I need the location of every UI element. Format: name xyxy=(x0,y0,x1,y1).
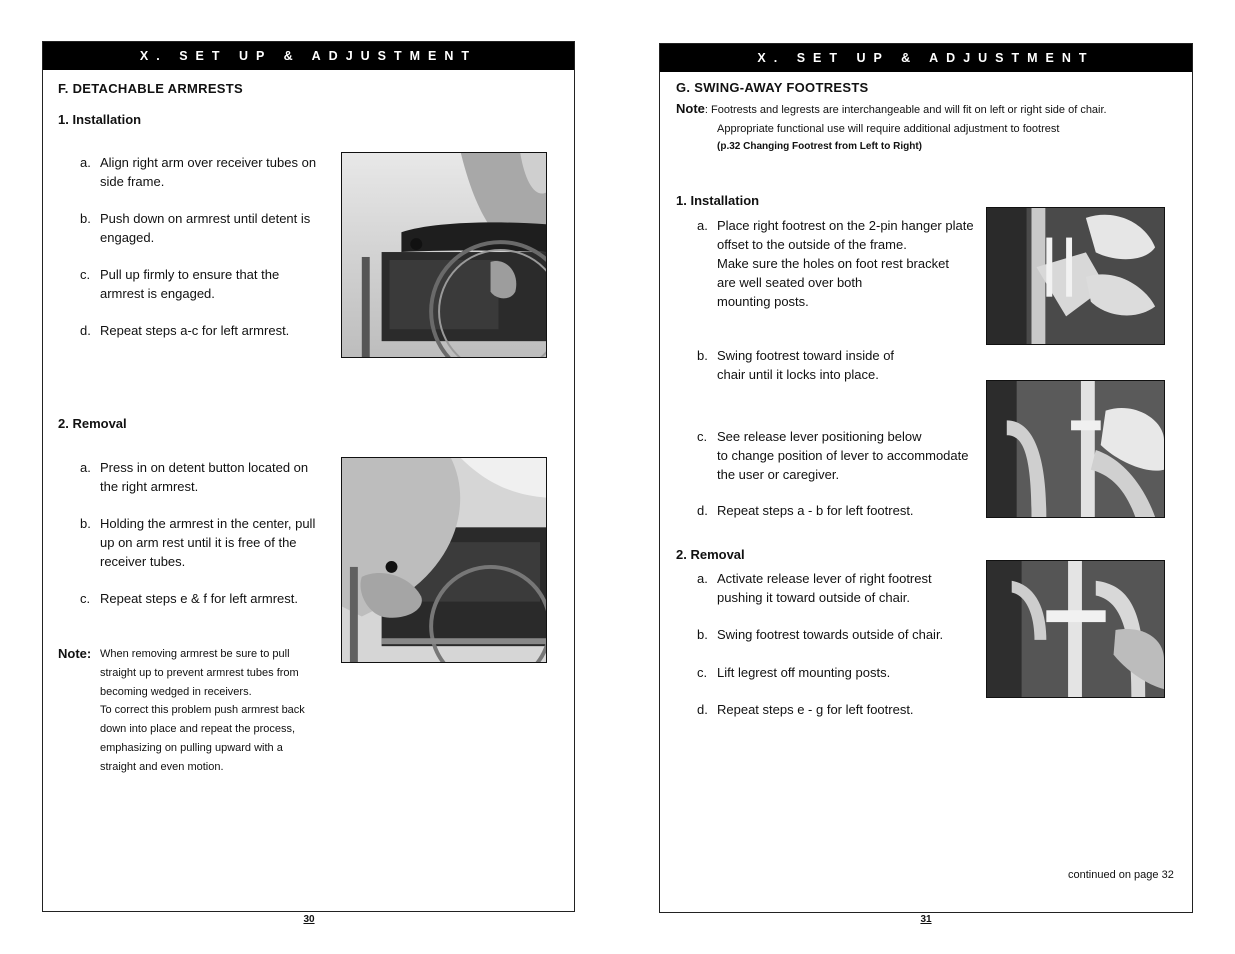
step-letter: d. xyxy=(697,503,708,518)
footrests-note xyxy=(676,100,1176,152)
armrest-installation-heading: 1. Installation xyxy=(58,112,142,127)
armrest-remove-step-c xyxy=(80,589,340,608)
step-letter: a. xyxy=(697,571,708,586)
armrest-install-step-d xyxy=(80,321,340,340)
armrest-install-step-a xyxy=(80,153,340,191)
step-letter: c. xyxy=(80,267,91,282)
step-text: Repeat steps e - g for left footrest. xyxy=(717,702,914,717)
footrest-removal-heading: 2. Removal xyxy=(676,547,745,562)
footrest-installation-heading: 1. Installation xyxy=(676,193,760,208)
footrest-note-line1: : Footrests and legrests are interchangeable and will fit on left or right side of chair. xyxy=(704,104,1107,116)
footrest-lock-photo xyxy=(986,380,1165,518)
footrest-remove-step-b xyxy=(697,625,987,644)
armrest-install-step-c xyxy=(80,265,340,303)
step-letter: d. xyxy=(697,702,708,717)
armrest-remove-step-b xyxy=(80,514,340,571)
step-letter: b. xyxy=(697,348,708,363)
step-letter: a. xyxy=(80,460,91,475)
step-letter: a. xyxy=(697,218,708,233)
step-letter: b. xyxy=(80,211,91,226)
step-text: Holding the armrest in the center, pull up on arm rest until it is free of the receiver tubes. xyxy=(100,516,316,569)
step-letter: a. xyxy=(80,155,91,170)
footrest-note-line-1 xyxy=(676,100,1176,120)
step-text: Repeat steps e & f for left armrest. xyxy=(100,591,298,606)
step-letter: b. xyxy=(80,516,91,531)
armrest-note-label: Note: xyxy=(58,646,92,661)
step-text: Swing footrest toward inside of chair until it locks into place. xyxy=(717,348,895,382)
armrest-install-step-b xyxy=(80,209,340,247)
armrest-remove-step-a xyxy=(80,458,340,496)
step-text: See release lever positioning below to change position of lever to accommodate the user or caregiver. xyxy=(717,429,969,482)
footrest-note-label: Note xyxy=(676,101,705,116)
armrest-installation-photo xyxy=(341,152,547,358)
footrest-release-photo xyxy=(986,560,1165,698)
step-text: Place right footrest on the 2-pin hanger plate offset to the outside of the frame. Make sure the holes on foot rest bracket are well seated over both mounting posts. xyxy=(717,218,974,309)
step-letter: c. xyxy=(697,429,708,444)
armrest-removal-heading: 2. Removal xyxy=(58,416,127,431)
step-text: Align right arm over receiver tubes on side frame. xyxy=(100,155,317,189)
footrest-hanger-photo xyxy=(986,207,1165,345)
footrest-remove-step-d xyxy=(697,700,987,719)
step-letter: c. xyxy=(697,665,708,680)
step-text: Lift legrest off mounting posts. xyxy=(717,665,891,680)
armrest-note-text: When removing armrest be sure to pull straight up to prevent armrest tubes from becoming wedged in receivers. To correct this problem push armrest back down into place and repeat the process, emphasizing on pulling upward with a straight and even motion. xyxy=(100,648,305,773)
left-page xyxy=(42,41,575,912)
footrest-install-step-d xyxy=(697,501,987,520)
footrest-remove-step-c xyxy=(697,663,987,682)
step-letter: d. xyxy=(80,323,91,338)
step-text: Repeat steps a - b for left footrest. xyxy=(717,503,914,518)
footrest-remove-step-a xyxy=(697,569,987,607)
step-text: Push down on armrest until detent is engaged. xyxy=(100,211,311,245)
footrests-section-title: G. SWING-AWAY FOOTRESTS xyxy=(676,80,869,95)
step-letter: b. xyxy=(697,627,708,642)
step-text: Activate release lever of right footrest pushing it toward outside of chair. xyxy=(717,571,932,605)
step-text: Repeat steps a-c for left armrest. xyxy=(100,323,290,338)
right-page-header: X. SET UP & ADJUSTMENT xyxy=(660,44,1192,72)
footrest-install-step-c xyxy=(697,427,987,484)
step-letter: c. xyxy=(80,591,91,606)
footrest-note-line2: Appropriate functional use will require additional adjustment to footrest xyxy=(717,122,1060,135)
step-text: Pull up firmly to ensure that the armrest is engaged. xyxy=(100,267,280,301)
continued-note: continued on page 32 xyxy=(1068,869,1174,881)
left-page-number: 30 xyxy=(303,914,315,925)
right-page xyxy=(659,43,1193,913)
left-page-header: X. SET UP & ADJUSTMENT xyxy=(43,42,574,70)
step-text: Press in on detent button located on the right armrest. xyxy=(100,460,309,494)
footrest-install-step-b xyxy=(697,346,987,384)
armrests-section-title: F. DETACHABLE ARMRESTS xyxy=(58,81,243,96)
footrest-note-reference: (p.32 Changing Footrest from Left to Right) xyxy=(717,140,922,152)
step-text: Swing footrest towards outside of chair. xyxy=(717,627,944,642)
footrest-install-step-a xyxy=(697,216,987,311)
armrest-removal-photo xyxy=(341,457,547,663)
right-page-number: 31 xyxy=(920,914,932,925)
